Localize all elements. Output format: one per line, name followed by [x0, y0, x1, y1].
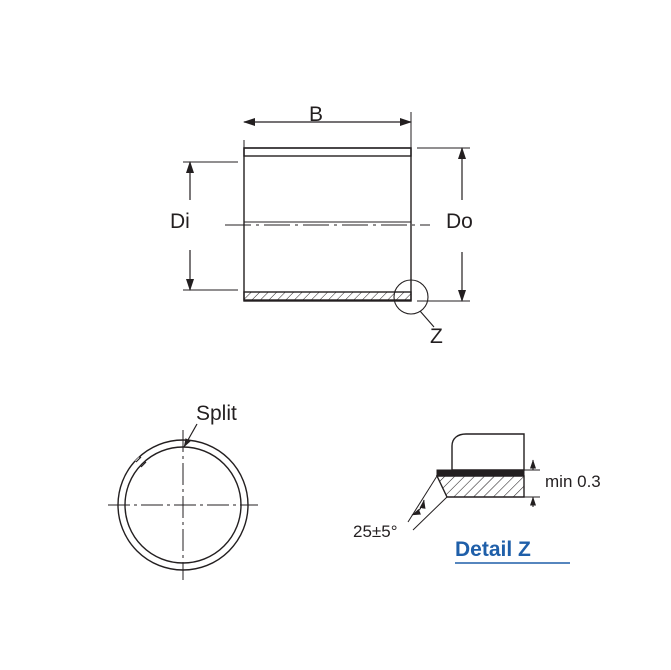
label-width: B — [309, 103, 324, 126]
detail-liner-band — [437, 470, 524, 476]
side-view-group — [178, 112, 476, 327]
split-leader — [184, 424, 197, 447]
body-outline — [244, 148, 411, 300]
label-chamfer-angle: 25±5° — [353, 522, 398, 541]
label-detail-callout: Z — [430, 325, 443, 348]
angle-ref-line — [413, 497, 447, 530]
top-wall — [244, 148, 411, 156]
label-inner-diameter: Di — [170, 210, 190, 233]
bottom-wall-section — [244, 292, 411, 301]
detail-backing-hatched — [437, 476, 524, 497]
label-detail-title: Detail Z — [455, 538, 531, 561]
detail-body-outline — [452, 434, 524, 470]
label-split: Split — [196, 402, 237, 425]
label-min-thickness: min 0.3 — [545, 472, 601, 491]
label-outer-diameter: Do — [446, 210, 473, 233]
front-view-group — [108, 424, 258, 580]
